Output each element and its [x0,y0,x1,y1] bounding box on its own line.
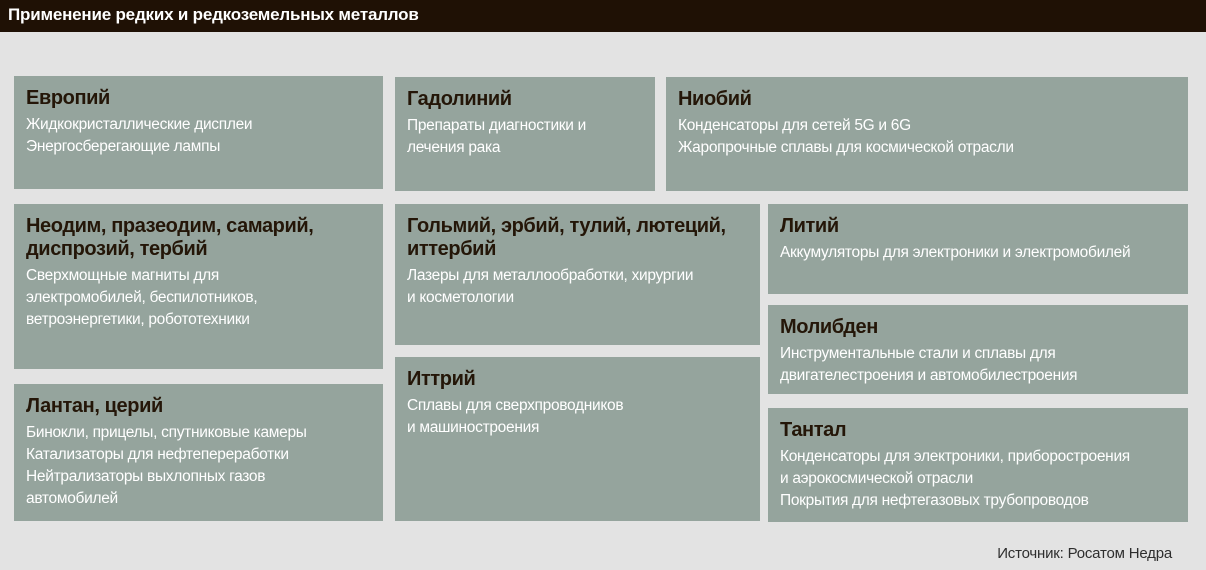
application-line: Сплавы для сверхпроводников [407,397,624,414]
application-line: Инструментальные стали и сплавы для [780,345,1056,362]
application-line: автомобилей [26,490,118,507]
metal-name: Европий [26,87,110,109]
metal-name: Иттрий [407,368,476,390]
application-line: Аккумуляторы для электроники и электромобилей [780,244,1131,261]
metal-card-molybdenum [768,305,1188,394]
metal-applications [407,265,748,309]
source-note: Источник: Росатом Недра [997,545,1172,562]
metal-card-yttrium [395,357,760,521]
metal-name: Литий [780,215,839,237]
metal-applications [780,343,1176,387]
metal-applications [407,395,748,439]
metal-card-tantalum [768,408,1188,522]
metal-card-lithium [768,204,1188,294]
application-line: Нейтрализаторы выхлопных газов [26,468,266,485]
metal-name: Лантан, церий [26,395,163,417]
application-line: Препараты диагностики и [407,117,587,134]
metal-applications [780,446,1176,512]
metal-card-holmium [395,204,760,345]
metal-name: Неодим, празеодим, самарий, диспрозий, тербий [26,215,314,260]
page-title: Применение редких и редкоземельных металлов [8,5,419,24]
application-line: Жидкокристаллические дисплеи [26,116,253,133]
metal-card-europium [14,76,383,189]
application-line: Жаропрочные сплавы для космической отрасли [678,139,1014,156]
metal-card-neodymium [14,204,383,369]
application-line: Конденсаторы для электроники, приборостроения [780,448,1130,465]
application-line: двигателестроения и автомобилестроения [780,367,1078,384]
metal-name: Тантал [780,419,847,441]
metal-applications [780,242,1176,264]
metal-applications [26,422,371,510]
metal-card-gadolinium [395,77,655,191]
application-line: Бинокли, прицелы, спутниковые камеры [26,424,307,441]
application-line: лечения рака [407,139,501,156]
application-line: электромобилей, беспилотников, [26,289,258,306]
application-line: и машиностроения [407,419,540,436]
application-line: Лазеры для металлообработки, хирургии [407,267,694,284]
application-line: ветроэнергетики, робототехники [26,311,250,328]
metal-name: Гадолиний [407,88,512,110]
header-bar [0,0,1206,32]
application-line: Энергосберегающие лампы [26,138,221,155]
metal-name: Молибден [780,316,878,338]
metal-card-lanthanum [14,384,383,521]
application-line: и косметологии [407,289,514,306]
application-line: и аэрокосмической отрасли [780,470,973,487]
application-line: Покрытия для нефтегазовых трубопроводов [780,492,1089,509]
application-line: Катализаторы для нефтепереработки [26,446,289,463]
metal-name: Ниобий [678,88,752,110]
application-line: Сверхмощные магниты для [26,267,220,284]
metal-name: Гольмий, эрбий, тулий, лютеций, иттербий [407,215,726,260]
metal-applications [26,114,371,158]
metal-applications [678,115,1176,159]
metal-applications [26,265,371,331]
metal-applications [407,115,643,159]
metal-card-niobium [666,77,1188,191]
application-line: Конденсаторы для сетей 5G и 6G [678,117,911,134]
